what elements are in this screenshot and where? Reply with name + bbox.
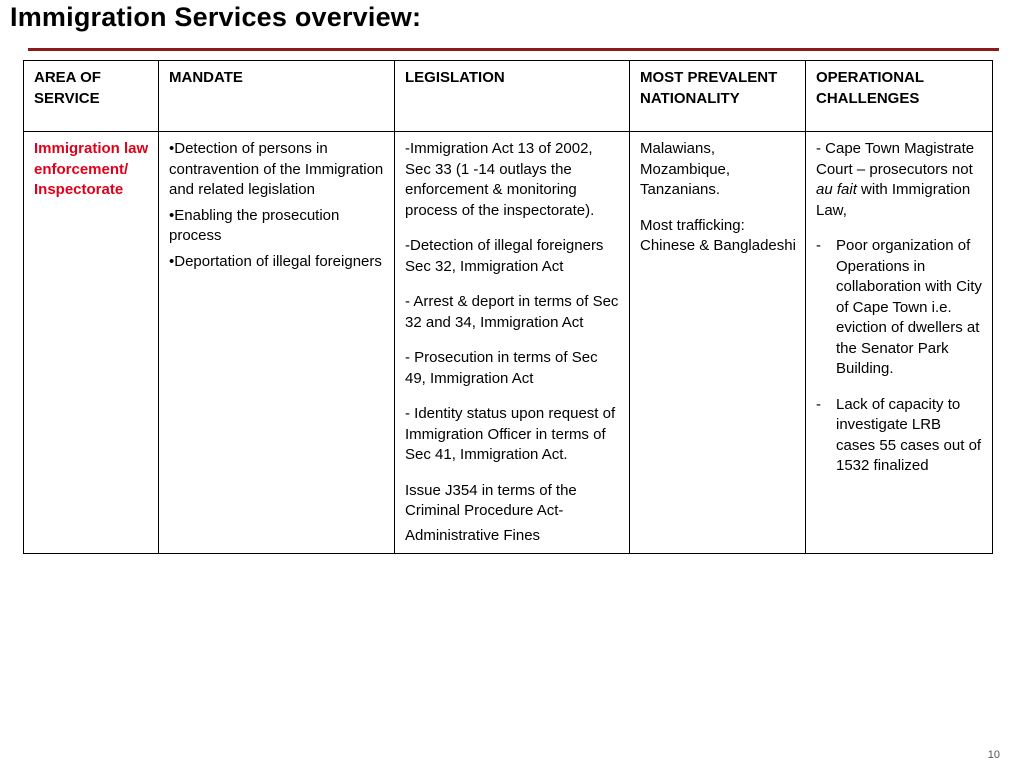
header-mandate: MANDATE bbox=[159, 61, 395, 132]
cell-mandate bbox=[159, 132, 395, 554]
dash-marker: - bbox=[816, 237, 821, 254]
challenge-intro bbox=[816, 139, 983, 221]
challenge-item bbox=[816, 395, 983, 477]
header-operational-challenges: OPERATIONAL CHALLENGES bbox=[806, 61, 993, 132]
page-number: 10 bbox=[987, 749, 1000, 761]
header-area-of-service: AREA OF SERVICE bbox=[24, 61, 159, 132]
challenge-intro-italic: au fait bbox=[816, 181, 857, 198]
header-most-prevalent-nationality: MOST PREVALENT NATIONALITY bbox=[630, 61, 806, 132]
mandate-item: •Deportation of illegal foreigners bbox=[169, 252, 382, 270]
challenge-text: Lack of capacity to investigate LRB cases 55 cases out of 1532 finalized bbox=[836, 395, 982, 474]
table-row bbox=[24, 132, 993, 554]
cell-challenges bbox=[806, 132, 993, 554]
legislation-item: -Immigration Act 13 of 2002, Sec 33 (1 -14 outlays the enforcement & monitoring process of the inspectorate). bbox=[405, 140, 595, 219]
legislation-item: - Identity status upon request of Immigration Officer in terms of Sec 41, Immigration Act. bbox=[405, 405, 616, 463]
legislation-item: Administrative Fines bbox=[405, 526, 541, 544]
nationality-item: Malawians, Mozambique, Tanzanians. bbox=[640, 140, 731, 198]
legislation-item: -Detection of illegal foreigners Sec 32, Immigration Act bbox=[405, 237, 604, 275]
challenge-text: Poor organization of Operations in collaboration with City of Cape Town i.e. eviction of dwellers at the Senator Park Building. bbox=[836, 237, 982, 377]
legislation-item: - Arrest & deport in terms of Sec 32 and 34, Immigration Act bbox=[405, 293, 619, 331]
header-legislation: LEGISLATION bbox=[395, 61, 630, 132]
nationality-item: Most trafficking: Chinese & Bangladeshi bbox=[640, 216, 796, 254]
slide-title: Immigration Services overview: bbox=[10, 2, 422, 32]
legislation-item: - Prosecution in terms of Sec 49, Immigration Act bbox=[405, 349, 598, 387]
services-table bbox=[23, 60, 993, 554]
legislation-item: Issue J354 in terms of the Criminal Procedure Act- bbox=[405, 481, 577, 519]
challenge-item bbox=[816, 236, 983, 380]
cell-nationality bbox=[630, 132, 806, 554]
dash-marker: - bbox=[816, 395, 821, 413]
table-header-row bbox=[24, 61, 993, 132]
cell-legislation bbox=[395, 132, 630, 554]
cell-area-of-service bbox=[24, 132, 159, 554]
challenge-intro-start: - Cape Town Magistrate Court – prosecutors not bbox=[816, 140, 975, 178]
title-divider bbox=[28, 48, 999, 51]
area-of-service-text: Immigration law enforcement/ Inspectorate bbox=[34, 140, 149, 198]
challenge-intro-end: with Immigration Law, bbox=[816, 181, 971, 219]
mandate-item: •Detection of persons in contravention of the Immigration and related legislation bbox=[169, 140, 384, 198]
mandate-item: •Enabling the prosecution process bbox=[169, 206, 340, 244]
